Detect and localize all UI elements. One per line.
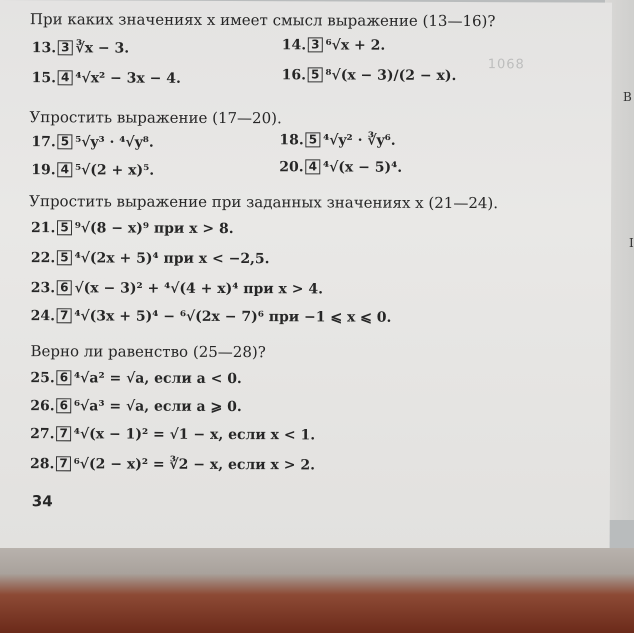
problem-number: 22. (30, 250, 56, 267)
problem-20 (279, 159, 402, 176)
problem-27 (30, 426, 315, 443)
problem-expression: ⁴√(x − 5)⁴. (322, 159, 403, 176)
problem-18 (279, 132, 395, 149)
edge-letter-1: В (623, 90, 632, 104)
problem-expression: ⁹√(8 − x)⁹ при x > 8. (74, 220, 234, 238)
problem-number: 15. (31, 70, 57, 87)
problem-24 (31, 308, 392, 326)
problem-number: 21. (30, 220, 56, 237)
difficulty-box: 7 (56, 456, 70, 471)
problem-number: 13. (31, 40, 57, 57)
problem-number: 24. (30, 308, 56, 325)
section-header-21-24: Упростить выражение при заданных значениях x (21—24). (29, 192, 499, 213)
difficulty-box: 5 (57, 220, 71, 235)
problem-23 (31, 280, 323, 297)
problem-number: 20. (279, 159, 304, 176)
library-stamp: 1068 (487, 57, 525, 73)
problem-expression: ∛x − 3. (75, 40, 130, 57)
difficulty-box: 7 (56, 426, 70, 441)
problem-expression: ⁴√x² − 3x − 4. (75, 70, 181, 87)
problem-22 (31, 250, 270, 267)
problem-number: 14. (281, 37, 307, 54)
problem-28 (30, 456, 315, 473)
difficulty-box: 4 (58, 70, 72, 85)
problem-expression: ⁴√(2x + 5)⁴ при x < −2,5. (74, 250, 270, 268)
problem-expression: ⁵√(2 + x)⁵. (74, 162, 155, 179)
problem-number: 18. (279, 132, 304, 149)
section-header-25-28: Верно ли равенство (25—28)? (30, 342, 266, 362)
page-number: 34 (31, 492, 53, 511)
problem-expression: √(x − 3)² + ⁴√(4 + x)⁴ при x > 4. (74, 280, 324, 298)
problem-expression: ⁴√a² = √a, если a < 0. (74, 370, 242, 388)
difficulty-box: 5 (306, 132, 320, 147)
problem-15 (32, 70, 181, 87)
problem-number: 17. (31, 134, 56, 151)
difficulty-box: 6 (57, 370, 71, 385)
problem-number: 28. (29, 456, 55, 473)
problem-expression: ⁶√x + 2. (325, 37, 386, 54)
difficulty-box: 4 (306, 159, 320, 174)
problem-26 (30, 398, 242, 415)
section-header-17-20: Упростить выражение (17—20). (29, 108, 282, 128)
problem-expression: ⁴√(3x + 5)⁴ − ⁶√(2x − 7)⁶ при −1 ⩽ x ⩽ 0. (74, 308, 392, 326)
problem-25 (30, 370, 242, 387)
problem-13 (32, 40, 129, 56)
problem-number: 19. (31, 162, 56, 179)
edge-letter-2: I (629, 236, 634, 250)
problem-expression: ⁴√(x − 1)² = √1 − x, если x < 1. (73, 426, 316, 444)
problem-19 (31, 162, 154, 179)
problem-14 (282, 37, 386, 53)
section-header-13-16: При каких значениях x имеет смысл выражение (13—16)? (29, 10, 496, 31)
problem-expression: ⁶√(2 − x)² = ∛2 − x, если x > 2. (73, 456, 316, 474)
problem-expression: ⁸√(x − 3)/(2 − x). (325, 67, 457, 84)
problem-16 (282, 67, 457, 84)
difficulty-box: 3 (58, 40, 72, 55)
difficulty-box: 5 (308, 67, 322, 82)
difficulty-box: 4 (58, 162, 72, 177)
difficulty-box: 5 (57, 250, 71, 265)
difficulty-box: 5 (58, 134, 72, 149)
table-surface (0, 548, 634, 633)
difficulty-box: 6 (57, 280, 71, 295)
problem-21 (31, 220, 234, 237)
problem-number: 25. (30, 370, 55, 387)
problem-17 (31, 134, 153, 151)
problem-expression: ⁴√y² · ∛y⁶. (323, 132, 396, 149)
problem-expression: ⁵√y³ · ⁴√y⁸. (75, 134, 154, 151)
difficulty-box: 3 (308, 37, 322, 52)
difficulty-box: 7 (57, 308, 71, 323)
problem-number: 16. (281, 67, 307, 84)
problem-number: 26. (30, 398, 55, 415)
problem-number: 27. (30, 426, 55, 443)
problem-number: 23. (30, 280, 56, 297)
problem-expression: ⁶√a³ = √a, если a ⩾ 0. (73, 398, 242, 416)
difficulty-box: 6 (57, 398, 71, 413)
